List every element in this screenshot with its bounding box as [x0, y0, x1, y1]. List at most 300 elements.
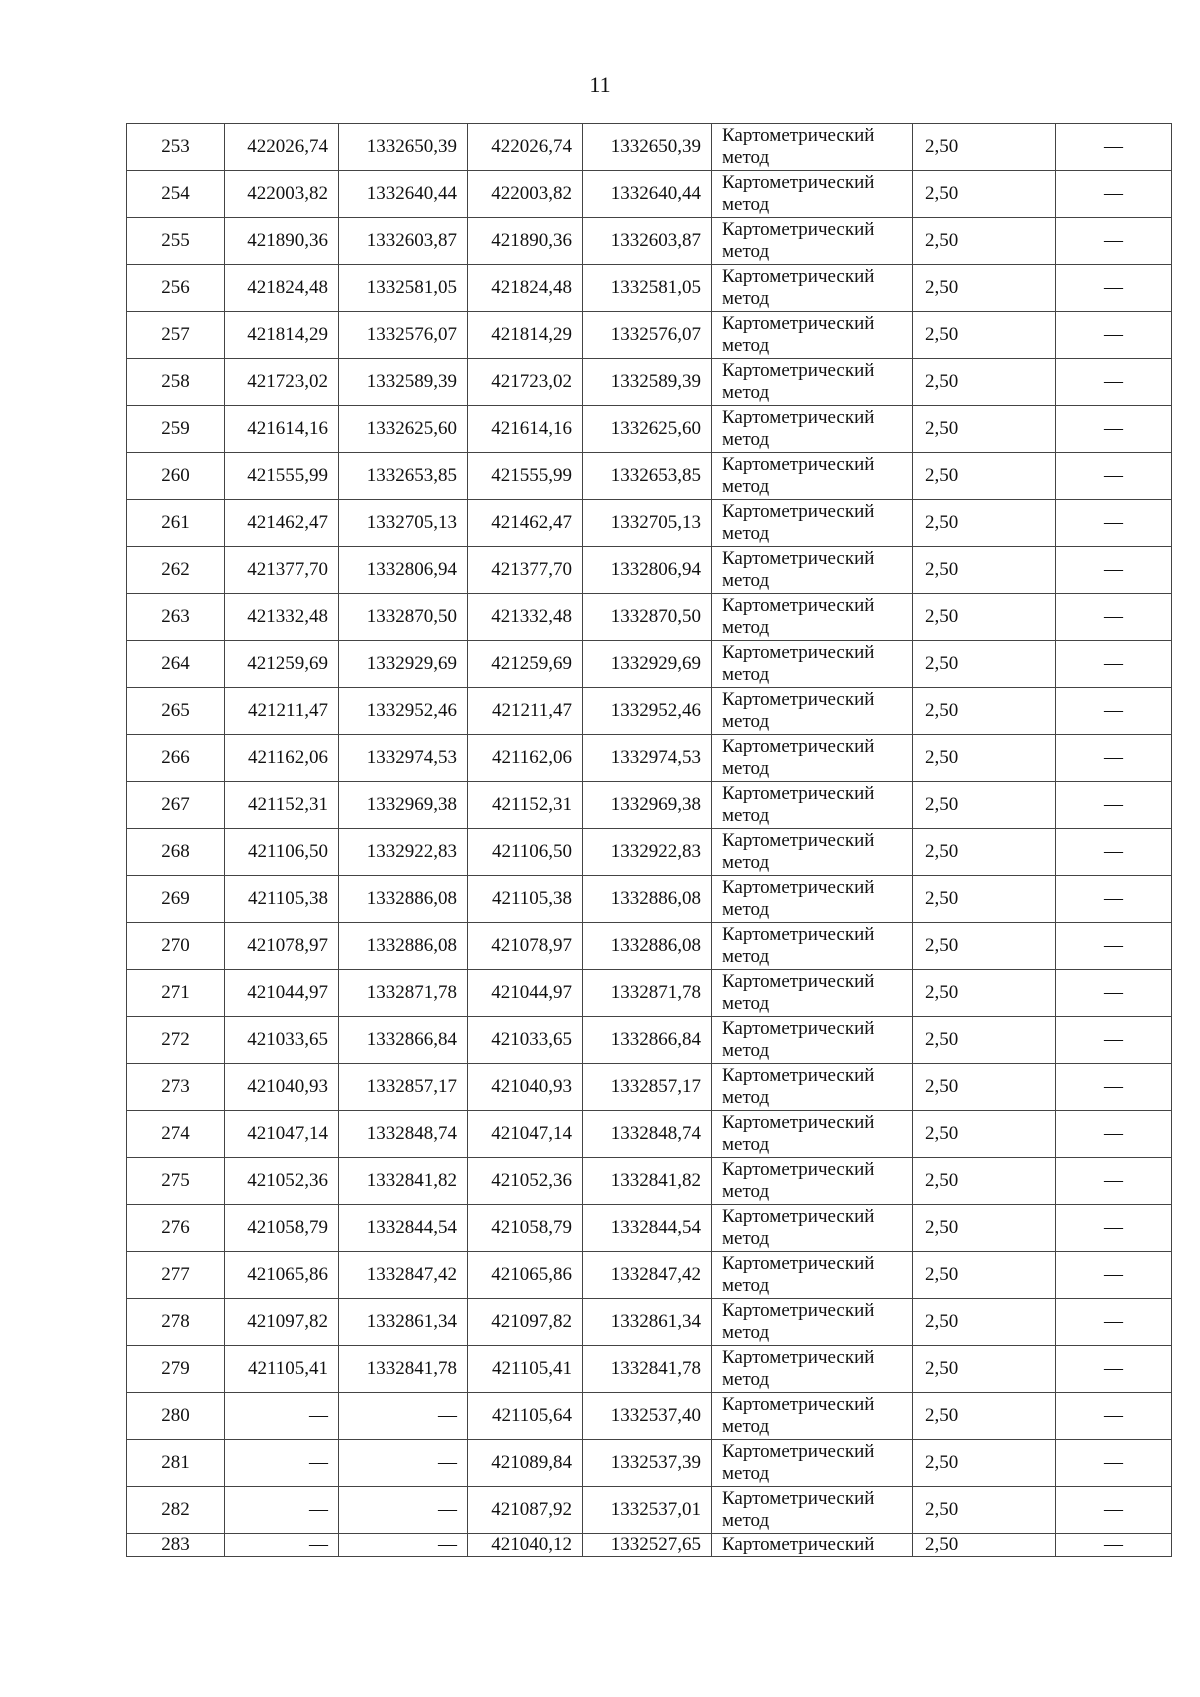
- method-cell: [712, 1487, 913, 1534]
- page-number: 11: [589, 72, 611, 97]
- extra-cell: —: [1056, 594, 1172, 641]
- y-new-cell: 1332857,17: [583, 1064, 712, 1111]
- extra-cell: —: [1056, 688, 1172, 735]
- extra-cell: —: [1056, 500, 1172, 547]
- method-line: метод: [722, 570, 770, 591]
- x-new-cell: 421089,84: [468, 1440, 583, 1487]
- method-line: Картометрический: [722, 595, 875, 616]
- x-new-cell: 421814,29: [468, 312, 583, 359]
- y-new-cell: 1332848,74: [583, 1111, 712, 1158]
- y-new-cell: 1332576,07: [583, 312, 712, 359]
- method-line: метод: [722, 758, 770, 779]
- method-line: Картометрический: [722, 266, 875, 287]
- x-old-cell: 421058,79: [225, 1205, 339, 1252]
- method-line: Картометрический: [722, 501, 875, 522]
- point-number-cell: 253: [127, 124, 225, 171]
- x-new-cell: 421614,16: [468, 406, 583, 453]
- method-cell: [712, 641, 913, 688]
- method-line: Картометрический: [722, 736, 875, 757]
- extra-cell: —: [1056, 218, 1172, 265]
- extra-cell: —: [1056, 1252, 1172, 1299]
- method-line: Картометрический: [722, 407, 875, 428]
- accuracy-cell: 2,50: [913, 1205, 1056, 1252]
- x-new-cell: 422003,82: [468, 171, 583, 218]
- method-cell: [712, 1064, 913, 1111]
- y-old-cell: —: [339, 1393, 468, 1440]
- point-number-cell: 276: [127, 1205, 225, 1252]
- extra-cell: —: [1056, 1299, 1172, 1346]
- x-old-cell: 421047,14: [225, 1111, 339, 1158]
- table-row: [127, 500, 1172, 547]
- extra-cell: —: [1056, 970, 1172, 1017]
- x-new-cell: 421152,31: [468, 782, 583, 829]
- accuracy-cell: 2,50: [913, 1064, 1056, 1111]
- method-line: метод: [722, 1181, 770, 1202]
- method-cell: [712, 171, 913, 218]
- x-new-cell: 421052,36: [468, 1158, 583, 1205]
- method-line: метод: [722, 1416, 770, 1437]
- method-line: Картометрический: [722, 642, 875, 663]
- x-new-cell: 421106,50: [468, 829, 583, 876]
- table-row: [127, 1205, 1172, 1252]
- y-new-cell: 1332841,82: [583, 1158, 712, 1205]
- table-row: [127, 171, 1172, 218]
- method-line: Картометрический: [722, 1534, 875, 1555]
- accuracy-cell: 2,50: [913, 1252, 1056, 1299]
- extra-cell: —: [1056, 876, 1172, 923]
- y-new-cell: 1332847,42: [583, 1252, 712, 1299]
- x-new-cell: 421047,14: [468, 1111, 583, 1158]
- method-cell: [712, 1393, 913, 1440]
- method-line: Картометрический: [722, 877, 875, 898]
- x-old-cell: 422026,74: [225, 124, 339, 171]
- y-old-cell: 1332603,87: [339, 218, 468, 265]
- y-new-cell: 1332603,87: [583, 218, 712, 265]
- extra-cell: —: [1056, 1158, 1172, 1205]
- table-row: [127, 359, 1172, 406]
- x-old-cell: 421890,36: [225, 218, 339, 265]
- x-old-cell: 421211,47: [225, 688, 339, 735]
- x-new-cell: 421162,06: [468, 735, 583, 782]
- y-new-cell: 1332866,84: [583, 1017, 712, 1064]
- x-old-cell: 421162,06: [225, 735, 339, 782]
- x-old-cell: 421824,48: [225, 265, 339, 312]
- y-old-cell: 1332969,38: [339, 782, 468, 829]
- accuracy-cell: 2,50: [913, 312, 1056, 359]
- method-line: метод: [722, 147, 770, 168]
- method-line: метод: [722, 946, 770, 967]
- method-cell: [712, 312, 913, 359]
- method-cell: [712, 124, 913, 171]
- x-old-cell: 421152,31: [225, 782, 339, 829]
- extra-cell: —: [1056, 1534, 1172, 1557]
- extra-cell: —: [1056, 547, 1172, 594]
- accuracy-cell: 2,50: [913, 688, 1056, 735]
- x-old-cell: —: [225, 1534, 339, 1557]
- table-row: [127, 453, 1172, 500]
- y-old-cell: 1332589,39: [339, 359, 468, 406]
- point-number-cell: 282: [127, 1487, 225, 1534]
- y-old-cell: 1332847,42: [339, 1252, 468, 1299]
- method-line: метод: [722, 852, 770, 873]
- method-line: Картометрический: [722, 971, 875, 992]
- accuracy-cell: 2,50: [913, 1017, 1056, 1064]
- x-old-cell: 421052,36: [225, 1158, 339, 1205]
- method-line: Картометрический: [722, 172, 875, 193]
- method-line: метод: [722, 1510, 770, 1531]
- method-line: метод: [722, 1228, 770, 1249]
- y-old-cell: 1332922,83: [339, 829, 468, 876]
- method-cell: [712, 876, 913, 923]
- y-new-cell: 1332581,05: [583, 265, 712, 312]
- y-new-cell: 1332929,69: [583, 641, 712, 688]
- point-number-cell: 277: [127, 1252, 225, 1299]
- point-number-cell: 260: [127, 453, 225, 500]
- method-cell: [712, 453, 913, 500]
- table-row: [127, 124, 1172, 171]
- method-line: Картометрический: [722, 1206, 875, 1227]
- method-cell: [712, 1534, 913, 1557]
- x-old-cell: 421332,48: [225, 594, 339, 641]
- point-number-cell: 270: [127, 923, 225, 970]
- y-old-cell: 1332861,34: [339, 1299, 468, 1346]
- method-line: Картометрический: [722, 548, 875, 569]
- method-cell: [712, 735, 913, 782]
- extra-cell: —: [1056, 923, 1172, 970]
- accuracy-cell: 2,50: [913, 265, 1056, 312]
- accuracy-cell: 2,50: [913, 876, 1056, 923]
- method-line: метод: [722, 429, 770, 450]
- table-row: [127, 735, 1172, 782]
- x-new-cell: 421065,86: [468, 1252, 583, 1299]
- method-line: Картометрический: [722, 1018, 875, 1039]
- extra-cell: —: [1056, 1346, 1172, 1393]
- table-row: [127, 923, 1172, 970]
- extra-cell: —: [1056, 1205, 1172, 1252]
- table-row: [127, 1158, 1172, 1205]
- method-cell: [712, 970, 913, 1017]
- x-old-cell: 421462,47: [225, 500, 339, 547]
- method-line: метод: [722, 1087, 770, 1108]
- point-number-cell: 273: [127, 1064, 225, 1111]
- y-new-cell: 1332870,50: [583, 594, 712, 641]
- table-row: [127, 218, 1172, 265]
- accuracy-cell: 2,50: [913, 829, 1056, 876]
- y-new-cell: 1332886,08: [583, 876, 712, 923]
- extra-cell: —: [1056, 171, 1172, 218]
- y-old-cell: 1332886,08: [339, 923, 468, 970]
- y-old-cell: 1332640,44: [339, 171, 468, 218]
- accuracy-cell: 2,50: [913, 547, 1056, 594]
- table-row: [127, 1252, 1172, 1299]
- point-number-cell: 262: [127, 547, 225, 594]
- point-number-cell: 268: [127, 829, 225, 876]
- x-old-cell: 421723,02: [225, 359, 339, 406]
- table-body: [127, 124, 1172, 1557]
- x-new-cell: 421332,48: [468, 594, 583, 641]
- accuracy-cell: 2,50: [913, 1299, 1056, 1346]
- point-number-cell: 279: [127, 1346, 225, 1393]
- method-line: Картометрический: [722, 1300, 875, 1321]
- table-row: [127, 594, 1172, 641]
- table-row: [127, 970, 1172, 1017]
- method-line: метод: [722, 335, 770, 356]
- method-line: Картометрический: [722, 1253, 875, 1274]
- x-new-cell: 421890,36: [468, 218, 583, 265]
- point-number-cell: 255: [127, 218, 225, 265]
- extra-cell: —: [1056, 124, 1172, 171]
- extra-cell: —: [1056, 406, 1172, 453]
- accuracy-cell: 2,50: [913, 594, 1056, 641]
- y-old-cell: —: [339, 1534, 468, 1557]
- x-old-cell: 421105,41: [225, 1346, 339, 1393]
- point-number-cell: 259: [127, 406, 225, 453]
- method-line: Картометрический: [722, 689, 875, 710]
- x-new-cell: 421040,12: [468, 1534, 583, 1557]
- method-line: метод: [722, 993, 770, 1014]
- x-old-cell: 421078,97: [225, 923, 339, 970]
- method-cell: [712, 829, 913, 876]
- y-old-cell: 1332625,60: [339, 406, 468, 453]
- method-line: метод: [722, 711, 770, 732]
- point-number-cell: 274: [127, 1111, 225, 1158]
- y-old-cell: 1332581,05: [339, 265, 468, 312]
- method-line: Картометрический: [722, 1065, 875, 1086]
- method-cell: [712, 1017, 913, 1064]
- accuracy-cell: 2,50: [913, 1393, 1056, 1440]
- method-line: Картометрический: [722, 1159, 875, 1180]
- method-line: метод: [722, 288, 770, 309]
- x-new-cell: 421087,92: [468, 1487, 583, 1534]
- x-old-cell: 421040,93: [225, 1064, 339, 1111]
- method-cell: [712, 359, 913, 406]
- accuracy-cell: 2,50: [913, 171, 1056, 218]
- method-line: метод: [722, 1322, 770, 1343]
- y-old-cell: 1332857,17: [339, 1064, 468, 1111]
- x-new-cell: 421033,65: [468, 1017, 583, 1064]
- x-old-cell: —: [225, 1440, 339, 1487]
- method-line: Картометрический: [722, 783, 875, 804]
- table-row: [127, 876, 1172, 923]
- accuracy-cell: 2,50: [913, 923, 1056, 970]
- method-line: метод: [722, 617, 770, 638]
- accuracy-cell: 2,50: [913, 500, 1056, 547]
- y-new-cell: 1332589,39: [583, 359, 712, 406]
- point-number-cell: 280: [127, 1393, 225, 1440]
- y-old-cell: 1332841,78: [339, 1346, 468, 1393]
- x-new-cell: 421105,64: [468, 1393, 583, 1440]
- method-cell: [712, 1252, 913, 1299]
- table-row: [127, 1393, 1172, 1440]
- y-new-cell: 1332527,65: [583, 1534, 712, 1557]
- y-new-cell: 1332806,94: [583, 547, 712, 594]
- y-new-cell: 1332625,60: [583, 406, 712, 453]
- method-line: метод: [722, 194, 770, 215]
- y-new-cell: 1332841,78: [583, 1346, 712, 1393]
- y-old-cell: 1332848,74: [339, 1111, 468, 1158]
- y-old-cell: 1332871,78: [339, 970, 468, 1017]
- method-line: Картометрический: [722, 1441, 875, 1462]
- x-old-cell: 421377,70: [225, 547, 339, 594]
- point-number-cell: 254: [127, 171, 225, 218]
- x-old-cell: 421044,97: [225, 970, 339, 1017]
- table-row: [127, 1534, 1172, 1557]
- table-row: [127, 1017, 1172, 1064]
- table-row: [127, 1111, 1172, 1158]
- x-new-cell: 421259,69: [468, 641, 583, 688]
- y-old-cell: 1332974,53: [339, 735, 468, 782]
- method-line: Картометрический: [722, 125, 875, 146]
- point-number-cell: 272: [127, 1017, 225, 1064]
- y-new-cell: 1332650,39: [583, 124, 712, 171]
- method-cell: [712, 406, 913, 453]
- extra-cell: —: [1056, 1487, 1172, 1534]
- table-row: [127, 265, 1172, 312]
- y-old-cell: 1332844,54: [339, 1205, 468, 1252]
- x-old-cell: 421614,16: [225, 406, 339, 453]
- accuracy-cell: 2,50: [913, 218, 1056, 265]
- method-line: метод: [722, 1275, 770, 1296]
- y-old-cell: 1332870,50: [339, 594, 468, 641]
- x-old-cell: —: [225, 1393, 339, 1440]
- method-cell: [712, 688, 913, 735]
- method-line: метод: [722, 1040, 770, 1061]
- extra-cell: —: [1056, 735, 1172, 782]
- method-cell: [712, 218, 913, 265]
- extra-cell: —: [1056, 1440, 1172, 1487]
- method-line: Картометрический: [722, 1488, 875, 1509]
- method-line: Картометрический: [722, 1112, 875, 1133]
- point-number-cell: 267: [127, 782, 225, 829]
- x-old-cell: 422003,82: [225, 171, 339, 218]
- method-cell: [712, 1346, 913, 1393]
- table-row: [127, 547, 1172, 594]
- accuracy-cell: 2,50: [913, 735, 1056, 782]
- x-old-cell: 421106,50: [225, 829, 339, 876]
- table-row: [127, 1346, 1172, 1393]
- y-new-cell: 1332537,39: [583, 1440, 712, 1487]
- x-new-cell: 421824,48: [468, 265, 583, 312]
- method-cell: [712, 500, 913, 547]
- y-new-cell: 1332871,78: [583, 970, 712, 1017]
- y-new-cell: 1332974,53: [583, 735, 712, 782]
- accuracy-cell: 2,50: [913, 1440, 1056, 1487]
- method-line: Картометрический: [722, 313, 875, 334]
- extra-cell: —: [1056, 1393, 1172, 1440]
- method-line: метод: [722, 1463, 770, 1484]
- method-line: метод: [722, 899, 770, 920]
- accuracy-cell: 2,50: [913, 1487, 1056, 1534]
- accuracy-cell: 2,50: [913, 359, 1056, 406]
- y-old-cell: 1332705,13: [339, 500, 468, 547]
- method-cell: [712, 265, 913, 312]
- point-number-cell: 265: [127, 688, 225, 735]
- x-old-cell: 421065,86: [225, 1252, 339, 1299]
- point-number-cell: 281: [127, 1440, 225, 1487]
- y-new-cell: 1332537,01: [583, 1487, 712, 1534]
- y-old-cell: 1332650,39: [339, 124, 468, 171]
- y-new-cell: 1332969,38: [583, 782, 712, 829]
- x-new-cell: 421058,79: [468, 1205, 583, 1252]
- accuracy-cell: 2,50: [913, 124, 1056, 171]
- method-line: Картометрический: [722, 1394, 875, 1415]
- method-cell: [712, 594, 913, 641]
- x-new-cell: 421097,82: [468, 1299, 583, 1346]
- point-number-cell: 283: [127, 1534, 225, 1557]
- method-line: Картометрический: [722, 360, 875, 381]
- table-row: [127, 688, 1172, 735]
- y-new-cell: 1332537,40: [583, 1393, 712, 1440]
- extra-cell: —: [1056, 453, 1172, 500]
- method-cell: [712, 782, 913, 829]
- x-old-cell: 421033,65: [225, 1017, 339, 1064]
- extra-cell: —: [1056, 829, 1172, 876]
- y-old-cell: 1332929,69: [339, 641, 468, 688]
- table-row: [127, 1440, 1172, 1487]
- coordinates-table: [126, 123, 1172, 1557]
- table-row: [127, 641, 1172, 688]
- accuracy-cell: 2,50: [913, 1111, 1056, 1158]
- point-number-cell: 264: [127, 641, 225, 688]
- x-new-cell: 421044,97: [468, 970, 583, 1017]
- x-old-cell: 421259,69: [225, 641, 339, 688]
- accuracy-cell: 2,50: [913, 453, 1056, 500]
- method-line: метод: [722, 664, 770, 685]
- method-cell: [712, 1205, 913, 1252]
- method-line: Картометрический: [722, 219, 875, 240]
- method-cell: [712, 1111, 913, 1158]
- method-line: метод: [722, 805, 770, 826]
- method-cell: [712, 923, 913, 970]
- method-cell: [712, 1158, 913, 1205]
- extra-cell: —: [1056, 1064, 1172, 1111]
- y-new-cell: 1332844,54: [583, 1205, 712, 1252]
- x-new-cell: 421555,99: [468, 453, 583, 500]
- extra-cell: —: [1056, 1111, 1172, 1158]
- y-old-cell: 1332952,46: [339, 688, 468, 735]
- x-new-cell: 421462,47: [468, 500, 583, 547]
- method-line: метод: [722, 1134, 770, 1155]
- table-row: [127, 782, 1172, 829]
- accuracy-cell: 2,50: [913, 1158, 1056, 1205]
- table-row: [127, 1064, 1172, 1111]
- x-new-cell: 421377,70: [468, 547, 583, 594]
- extra-cell: —: [1056, 359, 1172, 406]
- y-old-cell: —: [339, 1487, 468, 1534]
- point-number-cell: 258: [127, 359, 225, 406]
- x-old-cell: 421814,29: [225, 312, 339, 359]
- y-old-cell: 1332806,94: [339, 547, 468, 594]
- x-old-cell: 421105,38: [225, 876, 339, 923]
- y-old-cell: 1332841,82: [339, 1158, 468, 1205]
- y-new-cell: 1332653,85: [583, 453, 712, 500]
- method-line: Картометрический: [722, 924, 875, 945]
- method-cell: [712, 547, 913, 594]
- y-new-cell: 1332705,13: [583, 500, 712, 547]
- table-row: [127, 406, 1172, 453]
- x-old-cell: 421555,99: [225, 453, 339, 500]
- method-line: метод: [722, 523, 770, 544]
- y-new-cell: 1332861,34: [583, 1299, 712, 1346]
- extra-cell: —: [1056, 265, 1172, 312]
- point-number-cell: 256: [127, 265, 225, 312]
- y-old-cell: —: [339, 1440, 468, 1487]
- table-row: [127, 1299, 1172, 1346]
- accuracy-cell: 2,50: [913, 1534, 1056, 1557]
- point-number-cell: 257: [127, 312, 225, 359]
- method-line: метод: [722, 241, 770, 262]
- y-old-cell: 1332653,85: [339, 453, 468, 500]
